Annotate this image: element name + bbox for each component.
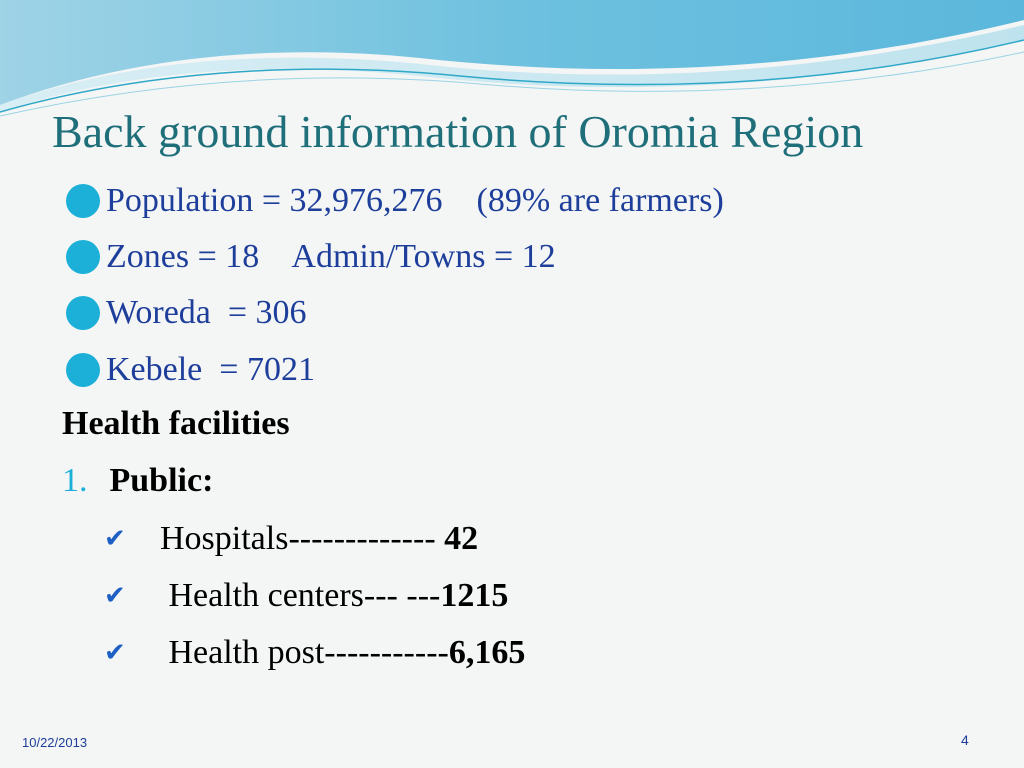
bullet-zones <box>66 237 556 277</box>
check-mark-icon: ✔ <box>104 638 126 668</box>
bullet-text: Woreda = 306 <box>106 294 307 331</box>
facility-health-post <box>104 633 525 673</box>
facility-label: Hospitals------------- <box>160 520 445 557</box>
footer-date: 10/22/2013 <box>22 735 88 750</box>
page-number: 4 <box>961 732 969 748</box>
slide-title: Back ground information of Oromia Region <box>52 106 864 157</box>
facility-count: 42 <box>444 520 479 557</box>
check-mark-icon: ✔ <box>104 524 126 554</box>
facility-count: 1215 <box>440 577 509 614</box>
list-number: 1. <box>62 462 88 499</box>
bullet-woreda <box>66 293 307 333</box>
public-list-item <box>62 462 213 500</box>
facility-label: Health centers--- --- <box>160 577 441 614</box>
bullet-dot-icon <box>66 240 100 274</box>
public-label: Public: <box>109 462 214 499</box>
facility-count: 6,165 <box>448 634 526 671</box>
header-wave-decoration <box>0 0 1024 120</box>
bullet-dot-icon <box>66 296 100 330</box>
bullet-dot-icon <box>66 184 100 218</box>
facility-label: Health post----------- <box>160 634 449 671</box>
facility-hospitals <box>104 519 478 559</box>
bullet-dot-icon <box>66 353 100 387</box>
bullet-text: Population = 32,976,276 (89% are farmers) <box>106 182 724 219</box>
bullet-text: Kebele = 7021 <box>106 351 315 388</box>
bullet-population <box>66 181 724 221</box>
bullet-kebele <box>66 350 315 390</box>
facility-health-centers <box>104 576 508 616</box>
health-facilities-heading: Health facilities <box>62 405 290 442</box>
bullet-text: Zones = 18 Admin/Towns = 12 <box>106 238 556 275</box>
check-mark-icon: ✔ <box>104 581 126 611</box>
